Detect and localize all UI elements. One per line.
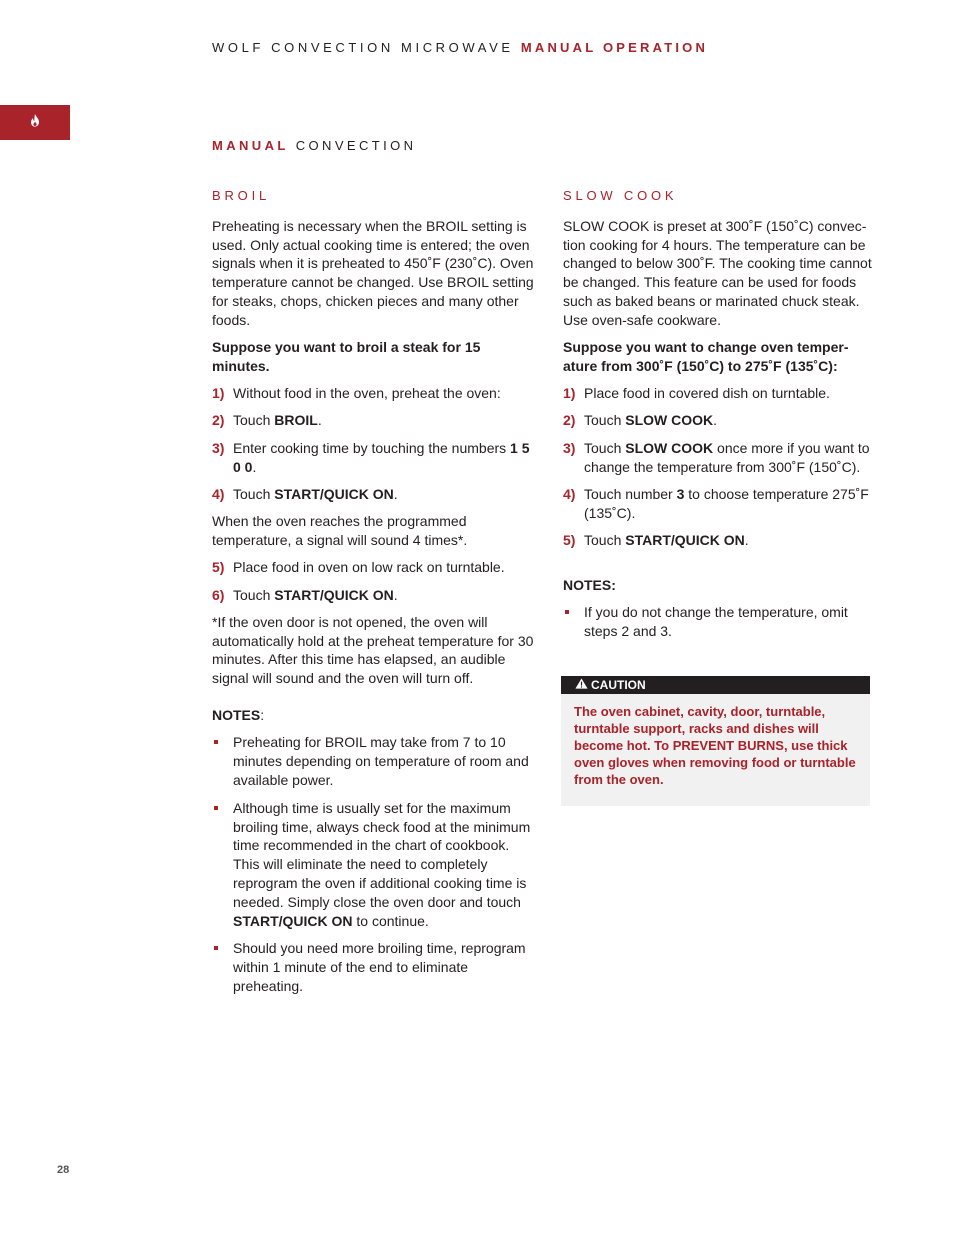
note-bold-text: START/QUICK ON bbox=[233, 912, 353, 929]
notes-heading-text: NOTES bbox=[212, 707, 261, 724]
broil-example: Suppose you want to broil a steak for 15 minutes. bbox=[212, 339, 481, 374]
note-text: Although time is usually set for the maximum broiling time, always check food at the minimum time recommended in the chart of cookbook. This will eliminate the need to completely reprogram the oven if additional cooking time is needed. Simply close the oven door and touch bbox=[233, 799, 531, 910]
step-text: Place food in oven on low rack on turntable. bbox=[233, 559, 505, 576]
step-text: Touch bbox=[584, 439, 626, 456]
broil-steps-list bbox=[212, 384, 534, 503]
note-item bbox=[212, 939, 534, 995]
note-item bbox=[563, 603, 881, 641]
square-bullet-icon bbox=[565, 610, 569, 614]
step-number: 5) bbox=[212, 559, 225, 576]
step-text: Without food in the oven, preheat the oven: bbox=[233, 385, 501, 402]
broil-heading: BROIL bbox=[212, 188, 271, 203]
notes-heading-colon: : bbox=[260, 707, 265, 724]
step-text: Touch bbox=[584, 531, 626, 548]
square-bullet-icon bbox=[214, 946, 218, 950]
step-item bbox=[563, 485, 881, 523]
step-text: Touch bbox=[233, 586, 275, 603]
square-bullet-icon bbox=[214, 806, 218, 810]
note-item bbox=[212, 733, 534, 789]
note-text-end: to continue. bbox=[352, 912, 429, 929]
step-item bbox=[563, 411, 881, 430]
step-item bbox=[563, 439, 881, 477]
step-number: 6) bbox=[212, 586, 225, 603]
step-bold-text: BROIL bbox=[274, 412, 318, 429]
caution-label: CAUTION bbox=[591, 678, 646, 692]
step-text: Enter cooking time by touching the numbers bbox=[233, 439, 511, 456]
step-number: 3) bbox=[212, 439, 225, 456]
broil-steps-list-continued bbox=[212, 558, 534, 604]
step-item bbox=[563, 531, 881, 550]
step-text-end: . bbox=[393, 586, 398, 603]
slow-cook-heading: SLOW COOK bbox=[563, 188, 678, 203]
warning-triangle-icon bbox=[575, 676, 588, 694]
header-prefix: WOLF CONVECTION MICROWAVE bbox=[212, 40, 514, 55]
broil-column bbox=[212, 187, 534, 1005]
slow-cook-intro: SLOW COOK is preset at 300˚F (150˚C) convec-tion cooking for 4 hours. The temperature can be changed to below 300˚F. The cooking time cannot be changed. This feature can be used for foods such as baked beans or marinated chuck steak. Use oven-safe cookware. bbox=[563, 217, 872, 328]
step-bold-text: START/QUICK ON bbox=[625, 531, 745, 548]
step-item bbox=[212, 558, 534, 577]
broil-mid-text: When the oven reaches the programmed temperature, a signal will sound 4 times*. bbox=[212, 513, 468, 548]
section-title-accent: MANUAL bbox=[212, 138, 289, 153]
step-text-end: . bbox=[713, 412, 718, 429]
square-bullet-icon bbox=[214, 740, 218, 744]
step-item bbox=[212, 384, 534, 403]
step-number: 2) bbox=[563, 412, 576, 429]
step-number: 4) bbox=[563, 485, 576, 502]
step-text: Touch bbox=[233, 412, 275, 429]
caution-bar bbox=[561, 676, 870, 694]
note-text: Should you need more broiling time, reprogram within 1 minute of the end to eliminate preheating. bbox=[233, 940, 526, 994]
slow-cook-notes-heading: NOTES: bbox=[563, 576, 616, 593]
step-item bbox=[212, 439, 534, 477]
step-item bbox=[212, 485, 534, 504]
step-number: 1) bbox=[563, 385, 576, 402]
step-text: Touch bbox=[233, 485, 275, 502]
caution-text: The oven cabinet, cavity, door, turntable, turntable support, racks and dishes will become hot. To PREVENT BURNS, use thick oven gloves when removing food or turntable from the oven. bbox=[574, 704, 856, 787]
step-bold-text: 1 5 0 0 bbox=[233, 439, 530, 475]
step-bold-text: START/QUICK ON bbox=[274, 485, 394, 502]
section-title bbox=[212, 138, 416, 153]
slow-cook-steps-list bbox=[563, 384, 881, 550]
step-text-end: once more if you want to change the temperature from 300˚F (150˚C). bbox=[584, 439, 870, 475]
section-title-rest: CONVECTION bbox=[295, 138, 417, 153]
broil-footnote: *If the oven door is not opened, the oven will automatically hold at the preheat temperature for 30 minutes. After this time has elapsed, an audible signal will sound and the oven will turn off. bbox=[212, 613, 534, 687]
step-number: 5) bbox=[563, 531, 576, 548]
page-number: 28 bbox=[57, 1164, 70, 1176]
step-text-end: to choose temperature 275˚F (135˚C). bbox=[584, 485, 869, 521]
step-item bbox=[563, 384, 881, 403]
step-number: 3) bbox=[563, 439, 576, 456]
page-header bbox=[212, 40, 708, 55]
step-text: Place food in covered dish on turntable. bbox=[584, 385, 830, 402]
slow-cook-column bbox=[563, 187, 881, 650]
flame-icon bbox=[30, 114, 40, 132]
step-text-end: . bbox=[393, 485, 398, 502]
step-bold-text: 3 bbox=[676, 485, 685, 502]
step-item bbox=[212, 411, 534, 430]
step-bold-text: SLOW COOK bbox=[625, 439, 714, 456]
slow-cook-example: Suppose you want to change oven temper-ature from 300˚F (150˚C) to 275˚F (135˚C): bbox=[563, 339, 849, 374]
caution-box bbox=[561, 676, 870, 806]
step-number: 1) bbox=[212, 385, 225, 402]
note-text: If you do not change the temperature, omit steps 2 and 3. bbox=[584, 604, 848, 639]
step-text-end: . bbox=[252, 458, 257, 475]
section-tab bbox=[0, 105, 70, 140]
step-text-end: . bbox=[744, 531, 749, 548]
step-text: Touch bbox=[584, 412, 626, 429]
slow-cook-notes-list bbox=[563, 603, 881, 641]
step-item bbox=[212, 586, 534, 605]
broil-notes-list bbox=[212, 733, 534, 995]
broil-notes-heading bbox=[212, 706, 534, 725]
step-bold-text: SLOW COOK bbox=[625, 412, 714, 429]
header-accent: MANUAL OPERATION bbox=[520, 40, 709, 55]
note-item bbox=[212, 799, 534, 931]
step-bold-text: START/QUICK ON bbox=[274, 586, 394, 603]
step-text: Touch number bbox=[584, 485, 677, 502]
step-number: 4) bbox=[212, 485, 225, 502]
step-number: 2) bbox=[212, 412, 225, 429]
broil-intro: Preheating is necessary when the BROIL setting is used. Only actual cooking time is entered; the oven signals when it is preheated to 450˚F (230˚C). Oven temperature cannot be changed. Use BROIL setting for steaks, chops, chicken pieces and many other foods. bbox=[212, 217, 534, 328]
note-text: Preheating for BROIL may take from 7 to 10 minutes depending on temperature of room and available power. bbox=[233, 734, 529, 788]
step-text-end: . bbox=[317, 412, 322, 429]
